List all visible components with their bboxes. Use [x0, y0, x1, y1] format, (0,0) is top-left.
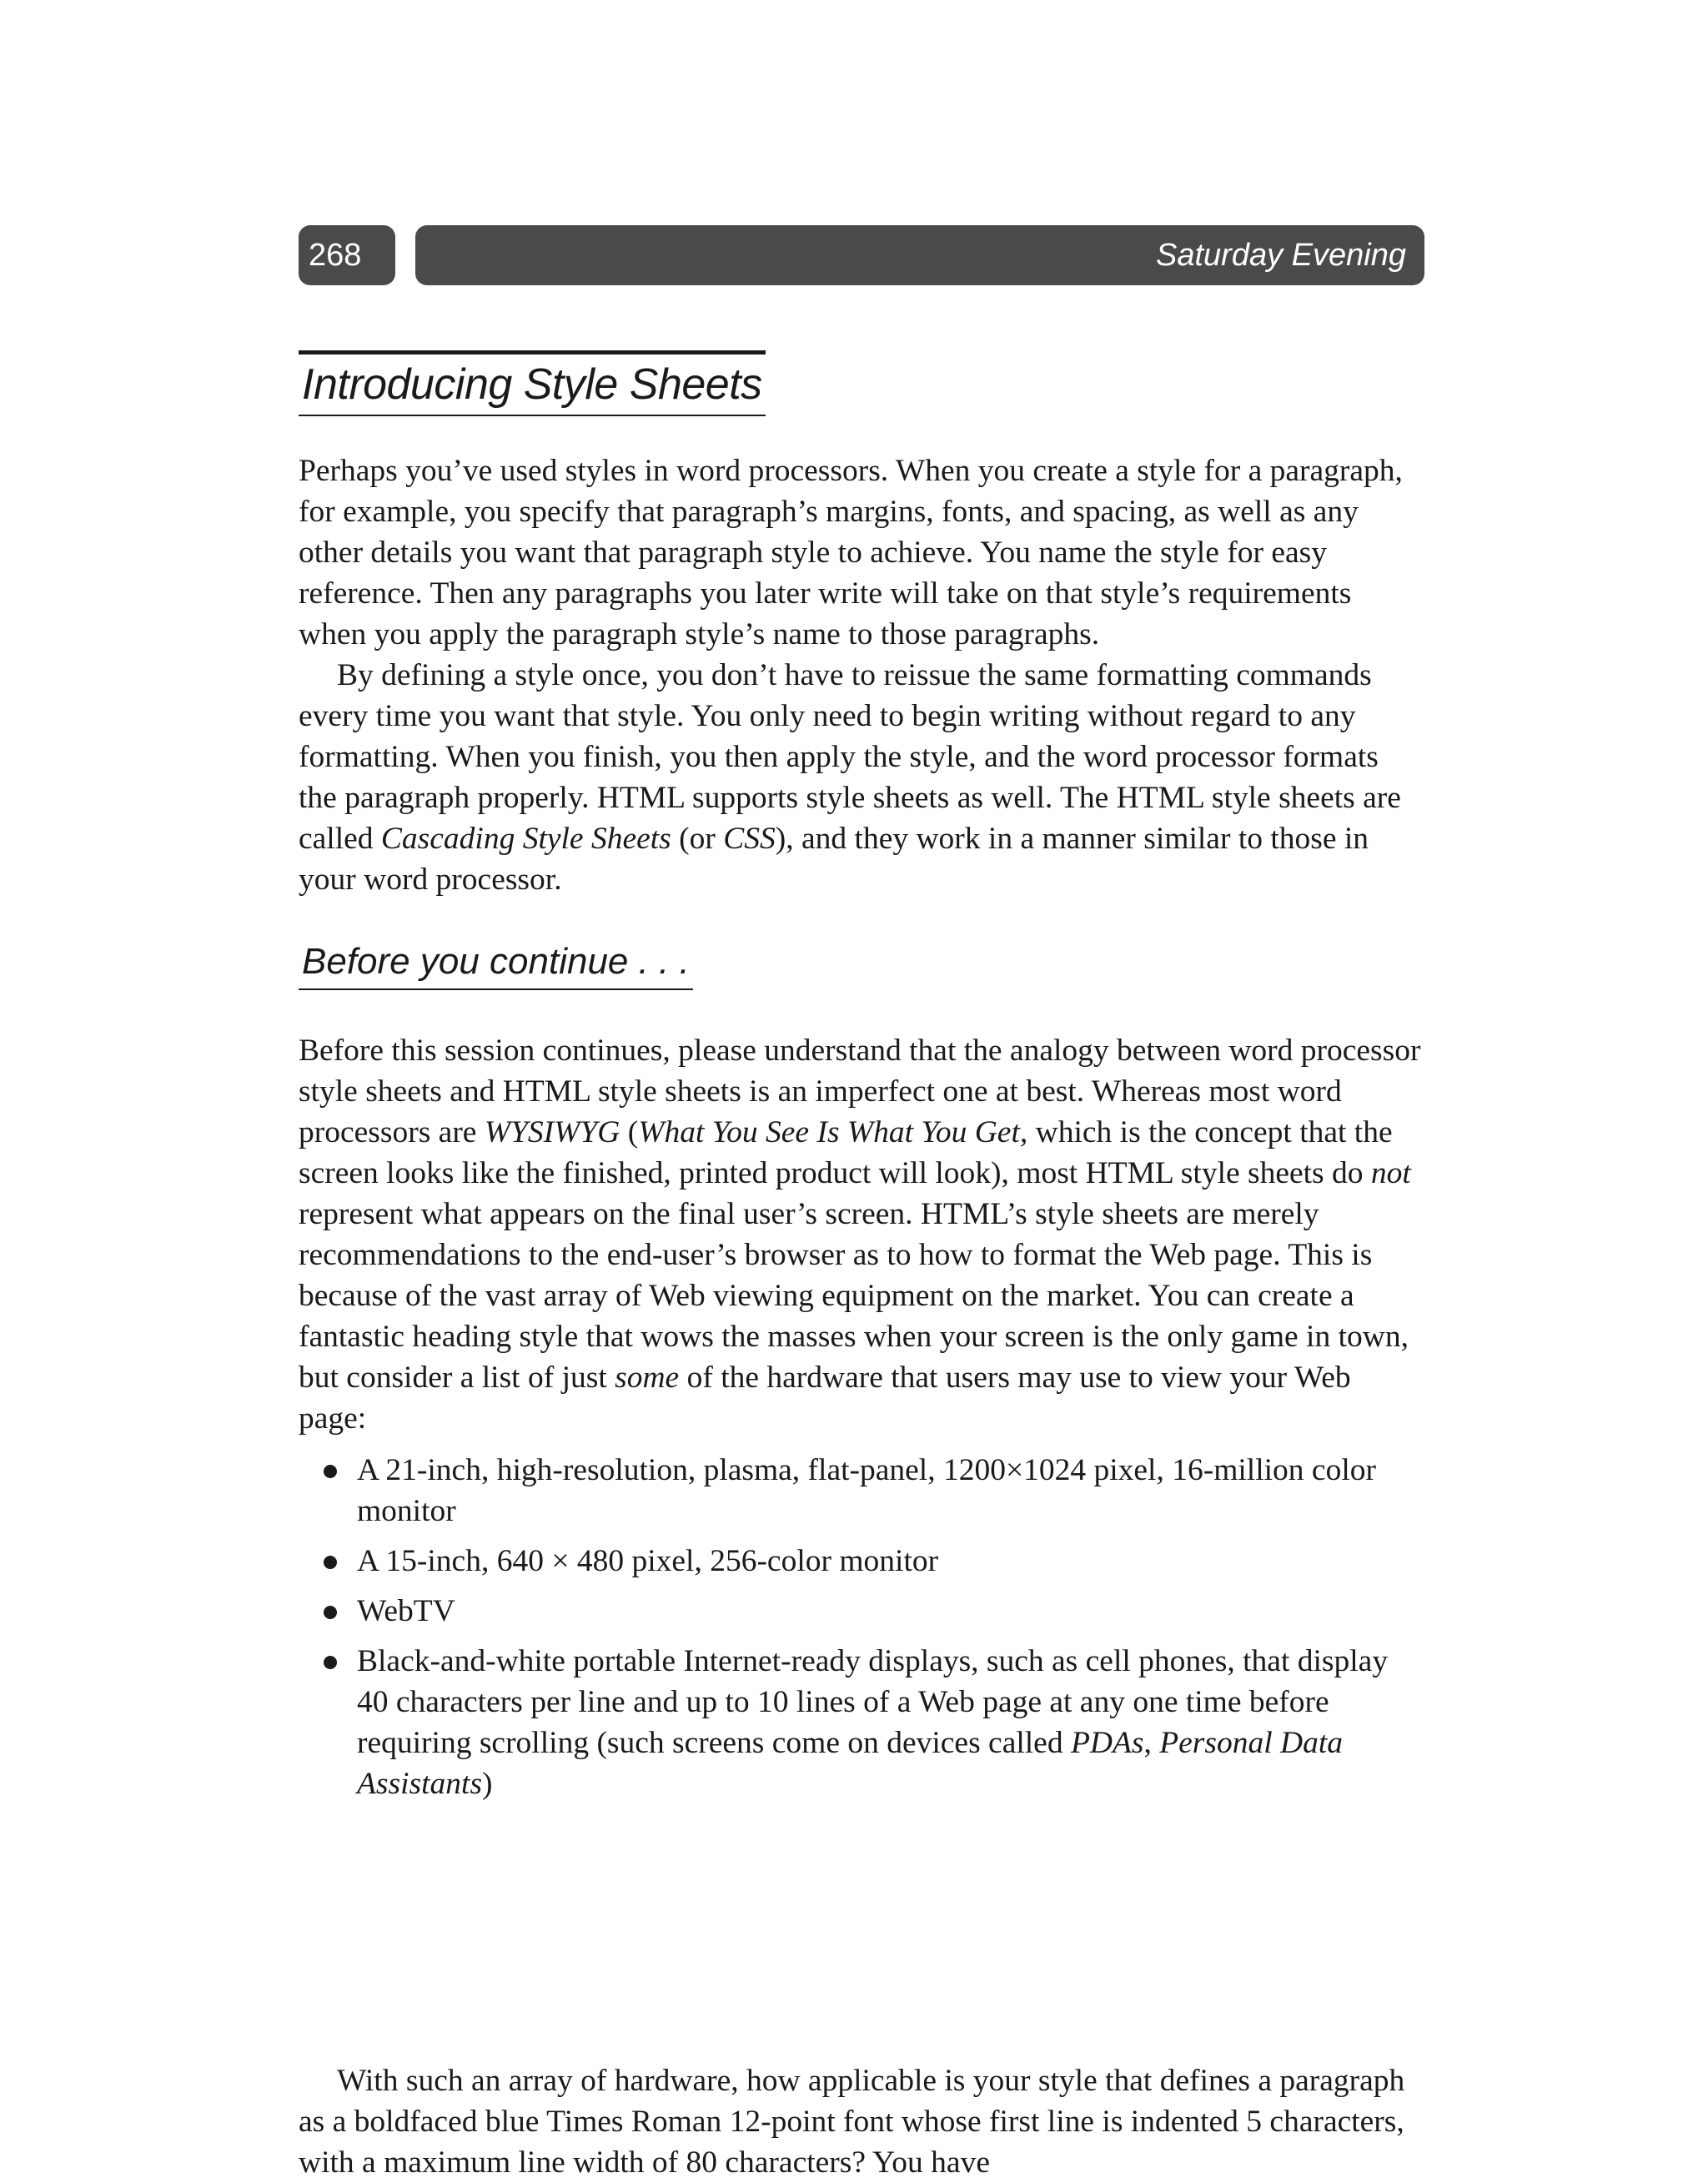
list-item-emphasis-pdas: PDAs: [1070, 1726, 1144, 1760]
page-number: 268: [299, 225, 395, 285]
paragraph-3-emphasis-not: not: [1370, 1156, 1411, 1190]
paragraph-4: With such an array of hardware, how applicable is your style that defines a paragraph as a boldfaced blue Times Roman 12-point font whose first line is indented 5 characters, with a maximum line width of 80 characters? You have: [299, 2064, 1405, 2180]
paragraph-2-text-c: ), and they work in a manner similar to those in your word processor.: [299, 822, 1369, 897]
paragraph-1: Perhaps you’ve used styles in word processors. When you create a style for a paragraph, for example, you specify that paragraph’s margins, fonts, and spacing, as well as any other details you want that paragraph style to achieve. You name the style for easy reference. Then any paragraphs you later write will take on that style’s requirements when you apply the paragraph style’s name to those paragraphs.: [299, 454, 1403, 651]
hardware-list: [299, 1450, 1424, 1813]
section-heading-rule: [299, 350, 766, 416]
list-item: A 15-inch, 640 × 480 pixel, 256-color monitor: [299, 1541, 1424, 1582]
paragraph-3-text-c: which is the concept that the screen looks like the finished, printed product will look), most HTML style sheets do: [299, 1115, 1393, 1190]
paragraph-3-text-d: represent what appears on the final user’s screen. HTML’s style sheets are merely recommendations to the end-user’s browser as to how to format the Web page. This is because of the vast array of Web viewing equipment on the market. You can create a fantastic heading style that wows the masses when your screen is the only game in town, but consider a list of just: [299, 1197, 1409, 1395]
list-item-text-c: ): [482, 1767, 493, 1801]
paragraph-2-emphasis-css-name: Cascading Style Sheets: [380, 822, 671, 856]
section-title: Introducing Style Sheets: [302, 360, 762, 409]
paragraph-2-text-b: (or: [671, 822, 724, 856]
list-item-text-a: Black-and-white portable Internet-ready displays, such as cell phones, that display 40 characters per line and up to 10 lines of a Web page at any one time before requiring scrolling (such screens come on devices called: [357, 1644, 1389, 1760]
paragraph-3-emphasis-expansion: What You See Is What You Get,: [638, 1115, 1028, 1149]
paragraph-3-emphasis-wysiwyg: WYSIWYG: [484, 1115, 620, 1149]
paragraph-3: [299, 1030, 1424, 1439]
paragraph-3-emphasis-some: some: [615, 1361, 680, 1395]
subsection-title: Before you continue . . .: [302, 941, 690, 982]
book-page: [299, 225, 1424, 2180]
subsection-heading-rule: [299, 938, 693, 990]
paragraph-2: [299, 655, 1424, 900]
list-item-emphasis-expansion: Personal Data Assistants: [357, 1726, 1343, 1801]
list-item: WebTV: [299, 1591, 1424, 1632]
list-item: [299, 1641, 1424, 1804]
paragraph-3-text-a: Before this session continues, please understand that the analogy between word processor style sheets and HTML style sheets is an imperfect one at best. Whereas most word processors are: [299, 1034, 1421, 1149]
paragraph-2-text-a: By defining a style once, you don’t have to reissue the same formatting commands every time you want that style. You only need to begin writing without regard to any formatting. When you finish, you then apply the style, and the word processor formats the paragraph properly. HTML supports style sheets as well. The HTML style sheets are called: [299, 658, 1401, 856]
list-item: A 21-inch, high-resolution, plasma, flat-panel, 1200×1024 pixel, 16-million color monitor: [299, 1450, 1424, 1532]
paragraph-3-text-e: of the hardware that users may use to view your Web page:: [299, 1361, 1351, 1436]
list-item-text-b: ,: [1143, 1726, 1160, 1760]
running-head: Saturday Evening: [415, 225, 1424, 285]
page-header: [299, 225, 1424, 285]
paragraph-3-text-b: (: [620, 1115, 639, 1149]
paragraph-2-emphasis-css: CSS: [723, 822, 776, 856]
